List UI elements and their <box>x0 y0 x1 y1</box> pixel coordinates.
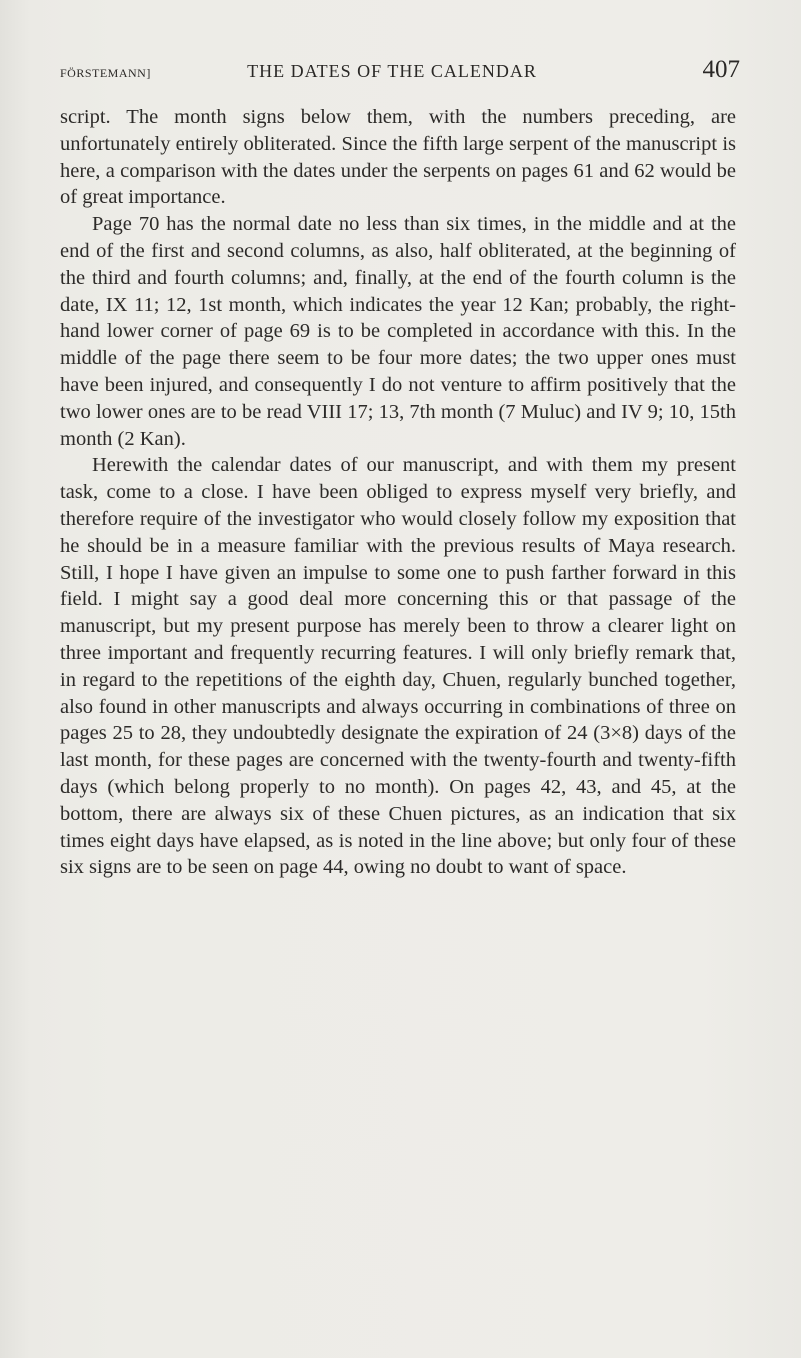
paragraph: Herewith the calendar dates of our manuscript, and with them my present task, come to a close. I have been obliged to express myself very briefly, and therefore require of the investigator who would closely follow my exposition that he should be in a measure familiar with the previous results of Maya research. Still, I hope I have given an impulse to some one to push farther forward in this field. I might say a good deal more concerning this or that passage of the manuscript, but my present purpose has merely been to throw a clearer light on three important and frequently recurring features. I will only briefly remark that, in regard to the repetitions of the eighth day, Chuen, regularly bunched together, also found in other manuscripts and always occurring in combinations of three on pages 25 to 28, they undoubtedly designate the expiration of 24 (3×8) days of the last month, for these pages are concerned with the twenty-fourth and twenty-fifth days (which belong properly to no month). On pages 42, 43, and 45, at the bottom, there are always six of these Chuen pictures, as an indication that six times eight days have elapsed, as is noted in the line above; but only four of these six signs are to be seen on page 44, owing no doubt to want of space. <box>60 454 736 879</box>
header-author: FÖRSTEMANN] <box>60 66 151 80</box>
paragraph: Page 70 has the normal date no less than six times, in the middle and at the end of the first and second columns, as also, half obliterated, at the beginning of the third and fourth columns; and, finally, at the end of the fourth column is the date, IX 11; 12, 1st month, which indicates the year 12 Kan; probably, the right-hand lower corner of page 69 is to be completed in accordance with this. In the middle of the page there seem to be four more dates; the two upper ones must have been injured, and consequently I do not venture to affirm positively that the two lower ones are to be read VIII 17; 13, 7th month (7 Muluc) and IV 9; 10, 15th month (2 Kan). <box>60 213 736 450</box>
header-title: THE DATES OF THE CALENDAR <box>247 61 537 81</box>
paragraph: script. The month signs below them, with the numbers preceding, are unfortunately entirely obliterated. Since the fifth large serpent of the manuscript is here, a comparison with the dates under the serpents on pages 61 and 62 would be of great importance. <box>60 106 736 209</box>
page-number: 407 <box>702 56 740 83</box>
running-header <box>60 56 740 96</box>
body-text <box>60 104 736 881</box>
